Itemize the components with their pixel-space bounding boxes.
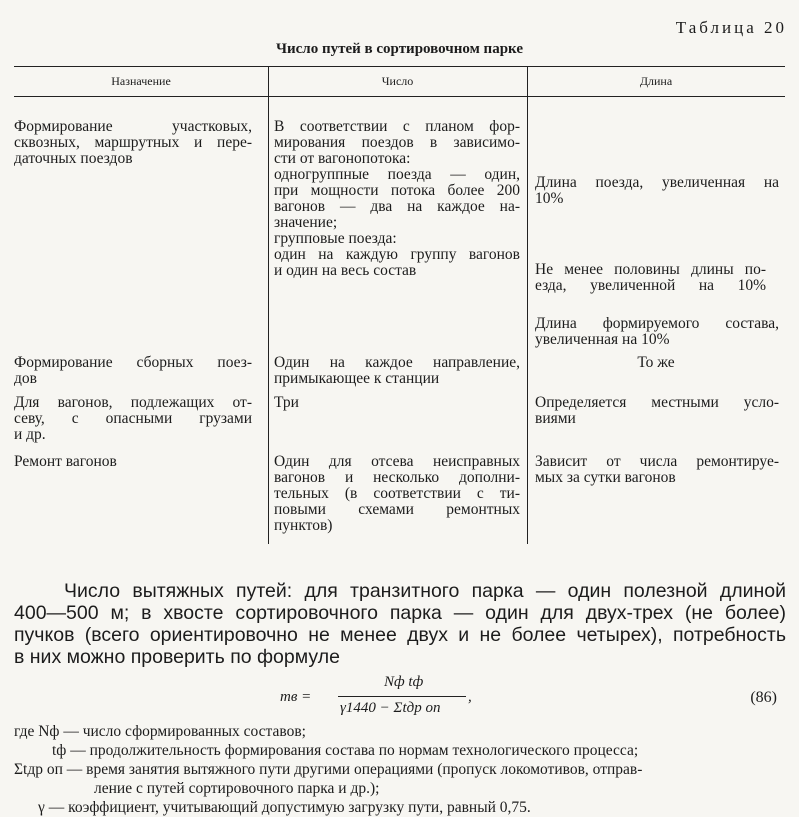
text-line: виями bbox=[535, 410, 576, 427]
text-line: То же bbox=[637, 354, 675, 371]
definition-line: ление с путей сортировочного парка и др.); bbox=[94, 780, 380, 797]
formula-denominator: γ1440 − Σtдр оп bbox=[340, 700, 441, 716]
text-line: езда, увеличенной на 10% bbox=[535, 277, 766, 294]
table-row-2-length bbox=[527, 355, 785, 371]
text-line: групповые поезда: bbox=[274, 230, 397, 247]
text-line: значение; bbox=[274, 214, 338, 231]
text-line: вагонов — два на каждое на- bbox=[274, 198, 520, 215]
table-row-1-length-c bbox=[535, 316, 779, 348]
table-row-1-length-b bbox=[535, 262, 766, 294]
text-line: пунктов) bbox=[274, 517, 333, 534]
table-row-3-count bbox=[274, 395, 520, 411]
formula-numerator: Nф tф bbox=[384, 674, 424, 690]
table-row-3-length bbox=[535, 395, 779, 427]
text-line: мых за сутки вагонов bbox=[535, 469, 676, 486]
column-header-length: Длина bbox=[639, 74, 673, 88]
table-top-rule bbox=[14, 66, 785, 67]
text-line: мирования поездов в зависимо- bbox=[274, 134, 520, 151]
text-line: примыкающее к станции bbox=[274, 370, 440, 387]
text-line: сти от вагонопотока: bbox=[274, 150, 411, 167]
text-line: дов bbox=[14, 370, 37, 387]
text-line: в них можно проверить по формуле bbox=[14, 646, 340, 668]
text-line: Три bbox=[274, 394, 299, 411]
text-line: Длина поезда, увеличенная на bbox=[535, 174, 779, 191]
text-line: увеличенная на 10% bbox=[535, 331, 670, 348]
text-line: Длина формируемого состава, bbox=[535, 315, 779, 332]
text-line: Число вытяжных путей: для транзитного парка — один полезной длиной bbox=[64, 580, 786, 602]
text-line: Один для отсева неисправных bbox=[274, 453, 520, 470]
table-row-4-purpose bbox=[14, 454, 252, 470]
text-line: Один на каждое направление, bbox=[274, 354, 520, 371]
column-divider-1 bbox=[268, 66, 269, 544]
table-number-label: Таблица 20 bbox=[675, 18, 787, 37]
text-line: повыми схемами ремонтных bbox=[274, 501, 520, 518]
table-title: Число путей в сортировочном парке bbox=[276, 41, 523, 57]
text-line: и один на весь состав bbox=[274, 262, 417, 279]
text-line: Ремонт вагонов bbox=[14, 453, 117, 470]
text-line: Определяется местными усло- bbox=[535, 394, 779, 411]
text-line: Для вагонов, подлежащих от- bbox=[14, 394, 252, 411]
definition-line: γ — коэффициент, учитывающий допустимую загрузку пути, равный 0,75. bbox=[38, 799, 531, 816]
text-line: вагонов и несколько дополни- bbox=[274, 469, 520, 486]
table-row-1-count bbox=[274, 119, 520, 279]
text-line: Формирование сборных поез- bbox=[14, 354, 252, 371]
definition-line: где Nф — число сформированных составов; bbox=[14, 723, 306, 740]
text-line: сквозных, маршрутных и пере- bbox=[14, 134, 252, 151]
text-line: 400—500 м; в хвосте сортировочного парка — один для двух-трех (не более) bbox=[14, 602, 786, 624]
text-line: В соответствии с планом фор- bbox=[274, 118, 520, 135]
definition-line: Σtдр оп — время занятия вытяжного пути другими операциями (пропуск локомотивов, отправ- bbox=[14, 761, 643, 778]
table-row-4-length bbox=[535, 454, 779, 486]
column-header-purpose: Назначение bbox=[111, 74, 171, 88]
formula-trail: , bbox=[468, 689, 472, 705]
table-row-4-count bbox=[274, 454, 520, 534]
formula-definitions bbox=[14, 722, 786, 817]
text-line: 10% bbox=[535, 190, 564, 207]
table-row-2-purpose bbox=[14, 355, 252, 387]
column-divider-2 bbox=[527, 66, 528, 544]
text-line: севу, с опасными грузами bbox=[14, 410, 252, 427]
table-row-2-count bbox=[274, 355, 520, 387]
table-header-rule bbox=[14, 96, 785, 97]
text-line: Зависит от числа ремонтируе- bbox=[535, 453, 779, 470]
text-line: пучков (всего ориентировочно не менее двух и не более четырех), потребность bbox=[14, 624, 786, 646]
table-row-1-purpose bbox=[14, 119, 252, 167]
text-line: одногруппные поезда — один, bbox=[274, 166, 520, 183]
text-line: Не менее половины длины по- bbox=[535, 261, 766, 278]
text-line: Формирование участковых, bbox=[14, 118, 252, 135]
formula-lhs: mв = bbox=[280, 689, 312, 705]
text-line: при мощности потока более 200 bbox=[274, 182, 520, 199]
column-header-count: Число bbox=[381, 74, 414, 88]
fraction-bar bbox=[338, 696, 466, 697]
definition-line: tф — продолжительность формирования состава по нормам технологического процесса; bbox=[52, 742, 639, 759]
body-paragraph bbox=[14, 580, 786, 668]
text-line: и др. bbox=[14, 426, 46, 443]
text-line: тельных (в соответствии с ти- bbox=[274, 485, 520, 502]
text-line: даточных поездов bbox=[14, 150, 133, 167]
table-row-1-length-a bbox=[535, 175, 779, 207]
text-line: один на каждую группу вагонов bbox=[274, 246, 520, 263]
table-row-3-purpose bbox=[14, 395, 252, 443]
equation-number: (86) bbox=[750, 689, 777, 706]
formula-86 bbox=[280, 674, 480, 724]
